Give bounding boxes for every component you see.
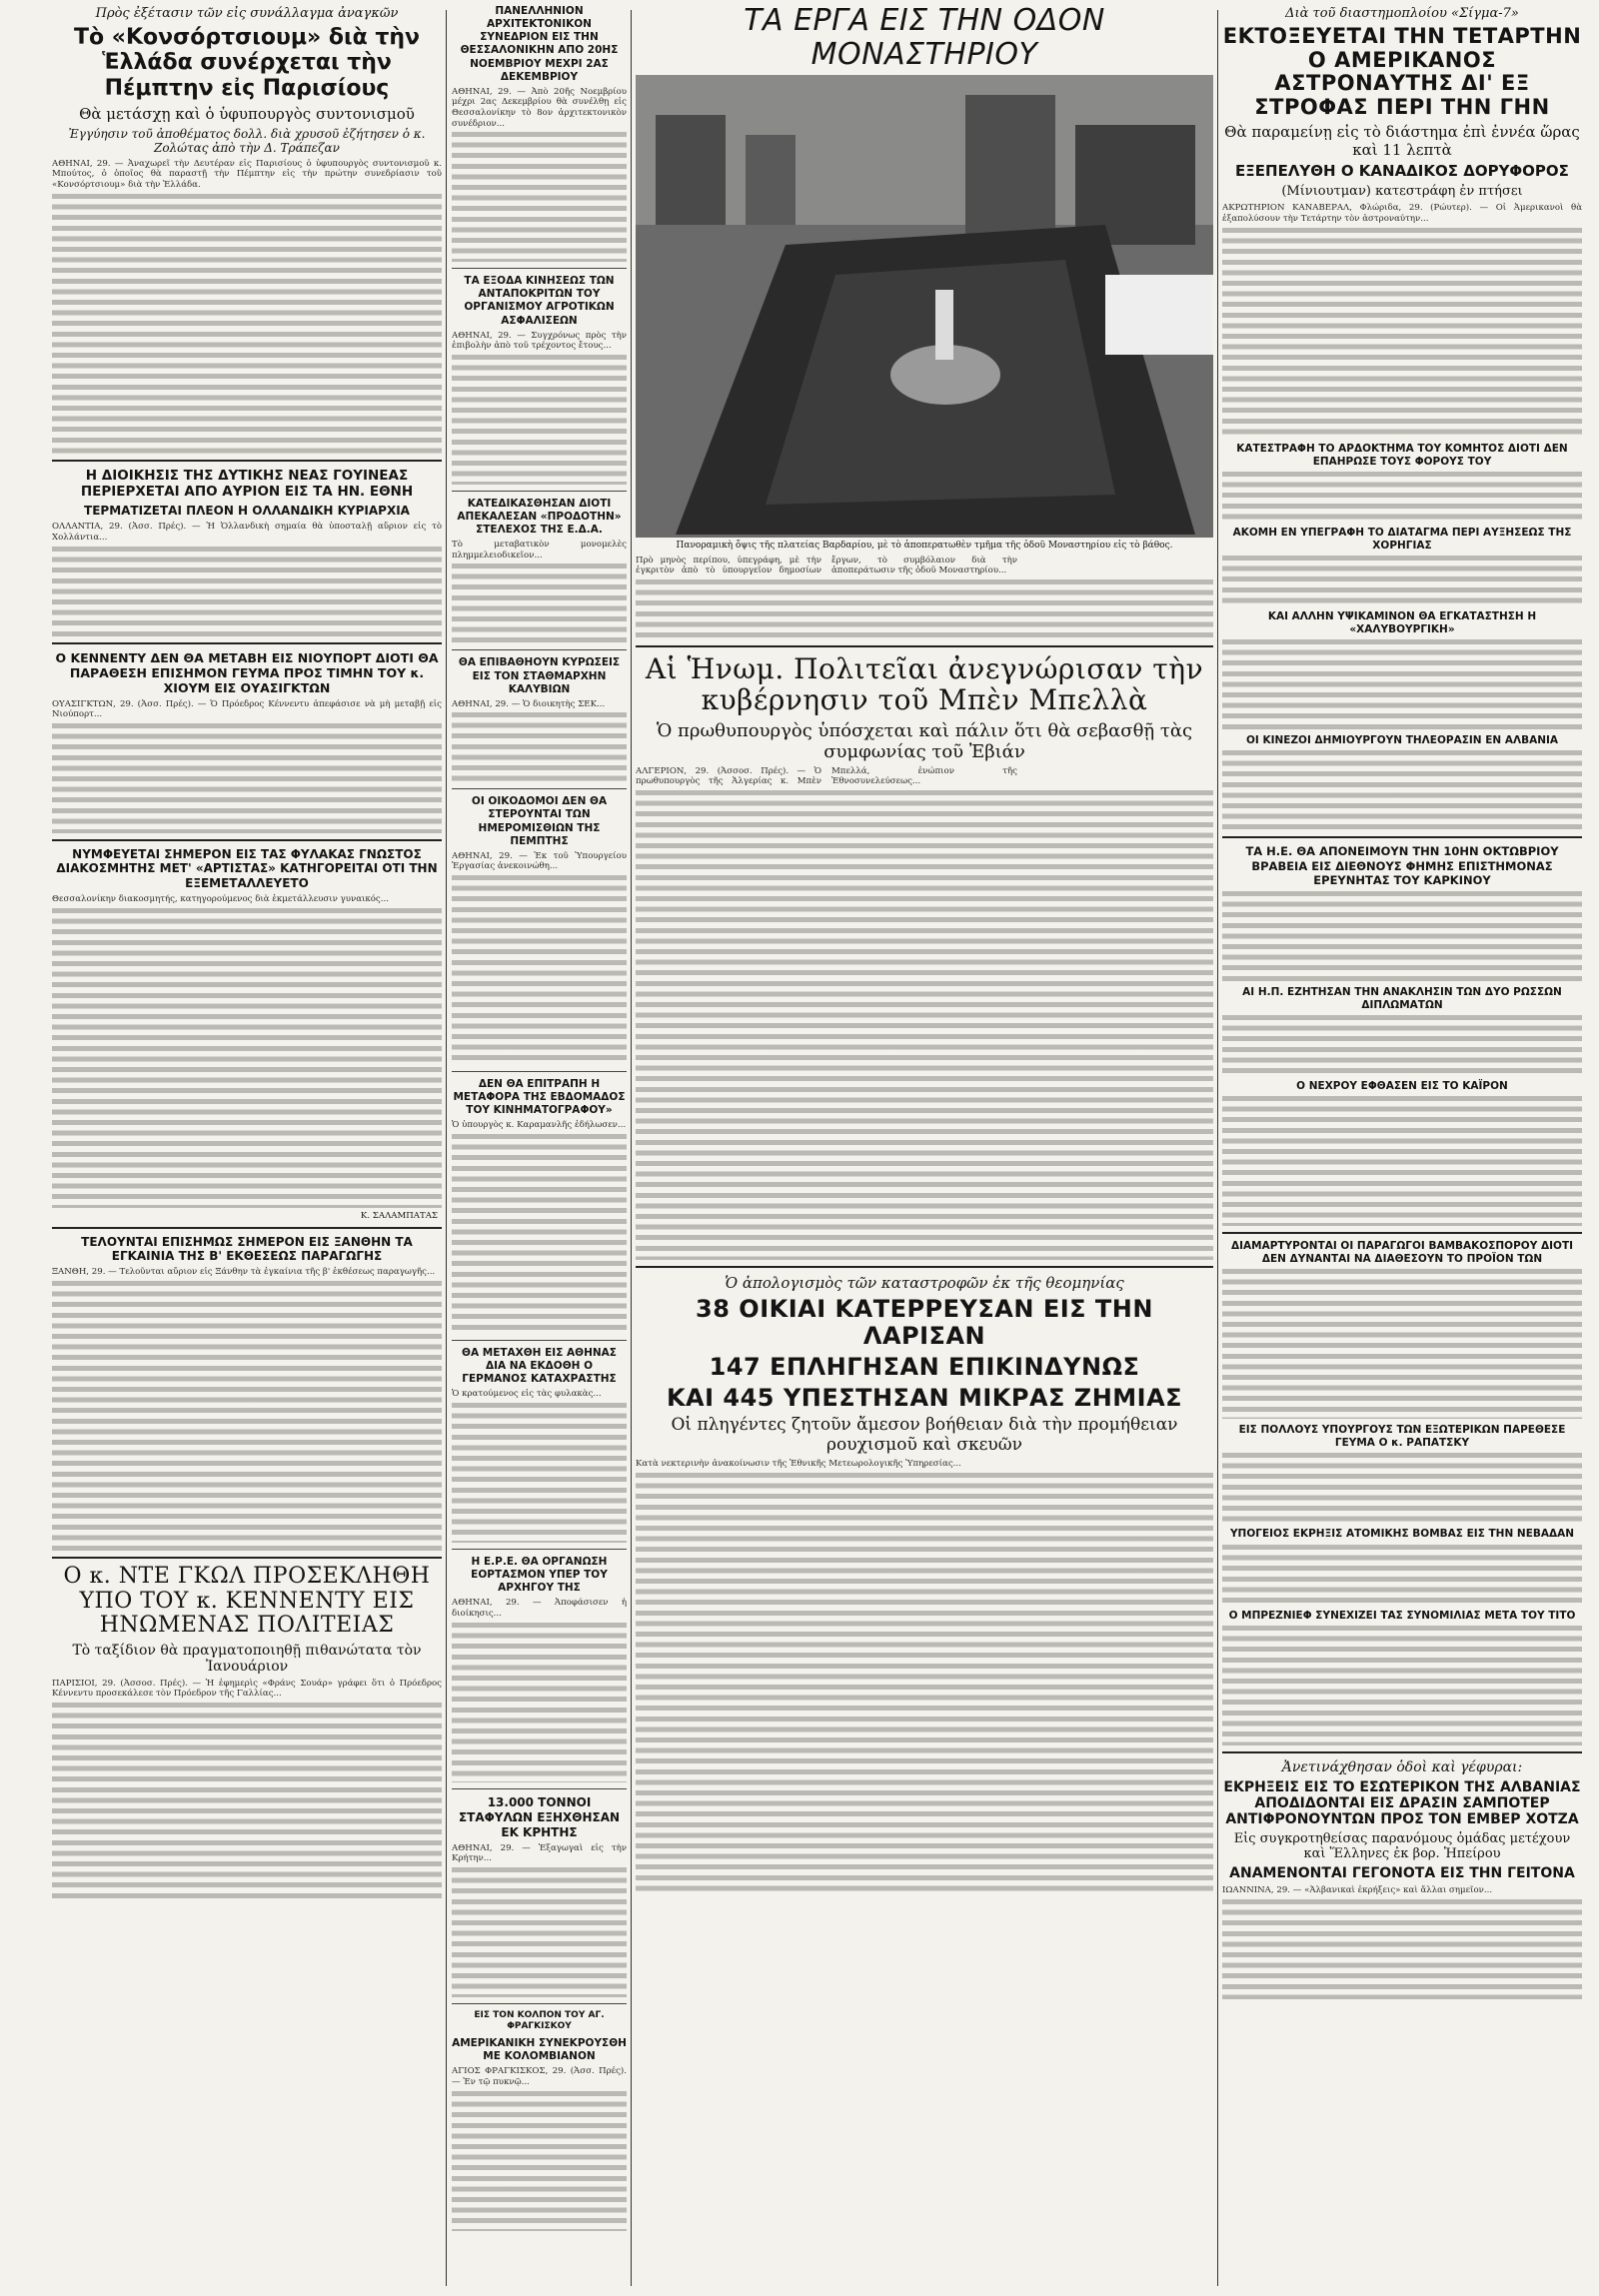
headline-rapatsky: ΕΙΣ ΠΟΛΛΟΥΣ ΥΠΟΥΡΓΟΥΣ ΤΩΝ ΕΞΩΤΕΡΙΚΩΝ ΠΑΡΕΘΕΣΕ ΓΕΥΜΑ Ο κ. ΡΑΠΑΤΣΚΥ bbox=[1238, 1424, 1566, 1450]
headline-neighbour: ΑΝΑΜΕΝΟΝΤΑΙ ΓΕΓΟΝΟΤΑ ΕΙΣ ΤΗΝ ΓΕΙΤΟΝΑ bbox=[1229, 1864, 1575, 1881]
headline-nevada: ΥΠΟΓΕΙΟΣ ΕΚΡΗΞΙΣ ΑΤΟΜΙΚΗΣ ΒΟΜΒΑΣ ΕΙΣ ΤΗΝ ΝΕΒΑΔΑΝ bbox=[1229, 1528, 1575, 1541]
article-lead: ΑΘΗΝΑΙ, 29. — Ὁ διοικητὴς ΣΕΚ... bbox=[452, 698, 606, 709]
headline-nehru: Ο ΝΕΧΡΟΥ ΕΦΘΑΣΕΝ ΕΙΣ ΤΟ ΚΑΪΡΟΝ bbox=[1296, 1079, 1508, 1092]
article-lead: Τὸ μεταβατικὸν μονομελὲς πλημμελειοδικεῖον... bbox=[452, 540, 627, 561]
article-lead: ΞΑΝΘΗ, 29. — Τελοῦνται αὔριον εἰς Ξάνθην τὰ ἐγκαίνια τῆς β' ἐκθέσεως παραγωγῆς... bbox=[52, 1267, 436, 1278]
headline-insurance: ΤΑ ΕΞΟΔΑ ΚΙΝΗΣΕΩΣ ΤΩΝ ΑΝΤΑΠΟΚΡΙΤΩΝ ΤΟΥ ΟΡΓΑΝΙΣΜΟΥ ΑΓΡΟΤΙΚΩΝ ΑΣΦΑΛΙΣΕΩΝ bbox=[464, 275, 615, 327]
headline-furnace: ΚΑΙ ΑΛΛΗΝ ΥΨΙΚΑΜΙΝΟΝ ΘΑ ΕΓΚΑΤΑΣΤΗΣΗ Η «ΧΑΛΥΒΟΥΡΓΙΚΗ» bbox=[1267, 610, 1537, 636]
article-text bbox=[1222, 1015, 1582, 1075]
article-text bbox=[452, 1623, 627, 1782]
subheadline: Θὰ μετάσχῃ καὶ ὁ ὑφυπουργὸς συντονισμοῦ bbox=[79, 104, 415, 123]
article-lead: ΑΚΡΩΤΗΡΙΟΝ ΚΑΝΑΒΕΡΑΛ, Φλώριδα, 29. (Ρώυτερ). — Οἱ Ἀμερικανοὶ θὰ ἐξαπολύσουν τὴν Τετάρτην τὸν ἀστροναύτην... bbox=[1222, 203, 1582, 224]
headline-consortium: Τὸ «Κονσόρτσιουμ» διὰ τὴν Ἑλλάδα συνέρχεται τὴν Πέμπτην εἰς Παρισίους bbox=[73, 25, 421, 101]
headline-count: ΚΑΤΕΣΤΡΑΦΗ ΤΟ ΑΡΔΟΚΤΗΜΑ ΤΟΥ ΚΟΜΗΤΟΣ ΔΙΟΤΙ ΔΕΝ ΕΠΑΗΡΩΣΕ ΤΟΥΣ ΦΟΡΟΥΣ ΤΟΥ bbox=[1236, 442, 1568, 468]
headline-builders: ΟΙ ΟΙΚΟΔΟΜΟΙ ΔΕΝ ΘΑ ΣΤΕΡΟΥΝΤΑΙ ΤΩΝ ΗΜΕΡΟΜΙΣΘΙΩΝ ΤΗΣ ΠΕΜΠΤΗΣ bbox=[471, 795, 608, 847]
article-text bbox=[52, 908, 442, 1208]
article-text bbox=[52, 723, 442, 833]
photo-illustration bbox=[636, 75, 1213, 538]
photo-plateia-vardariou bbox=[636, 75, 1213, 538]
article-text bbox=[1222, 1269, 1582, 1419]
headline-new-guinea: Η ΔΙΟΙΚΗΣΙΣ ΤΗΣ ΔΥΤΙΚΗΣ ΝΕΑΣ ΓΟΥΙΝΕΑΣ ΠΕΡΙΕΡΧΕΤΑΙ ΑΠΟ ΑΥΡΙΟΝ ΕΙΣ ΤΑ ΗΝ. ΕΘΝΗ bbox=[80, 467, 414, 500]
headline: ΕΙΣ ΤΟΝ ΚΟΛΠΟΝ ΤΟΥ ΑΓ. ΦΡΑΓΚΙΣΚΟΥ bbox=[474, 2009, 605, 2031]
article-lead: ΟΛΛΑΝΤΙΑ, 29. (Ἀσσ. Πρές). — Ἡ Ὁλλανδικὴ σημαία θὰ ὑποσταλῇ αὔριον εἰς τὸ Χολλάντια... bbox=[52, 522, 442, 544]
article-text bbox=[1222, 1626, 1582, 1745]
headline-kennedy: Ο ΚΕΝΝΕΝΤΥ ΔΕΝ ΘΑ ΜΕΤΑΒΗ ΕΙΣ ΝΙΟΥΠΟΡΤ ΔΙΟΤΙ ΘΑ ΠΑΡΑΘΕΣΗ ΕΠΙΣΗΜΟΝ ΓΕΥΜΑ ΠΡΟΣ ΤΙΜΗΝ ΤΟΥ κ. ΧΙΟΥΜ ΕΙΣ ΟΥΑΣΙΓΚΤΩΝ bbox=[55, 649, 439, 695]
article-lead: ΟΥΑΣΙΓΚΤΩΝ, 29. (Ἀσσ. Πρές). — Ὁ Πρόεδρος Κέννεντυ ἀπεφάσισε νὰ μὴ μεταβῇ εἰς Νιούπορτ... bbox=[52, 698, 442, 720]
subheadline: (Μίνιουτμαν) κατεστράφη ἐν πτήσει bbox=[1281, 184, 1523, 200]
article-text bbox=[452, 1134, 627, 1334]
article-lead: Ὁ κρατούμενος εἰς τὰς φυλακὰς... bbox=[452, 1389, 602, 1400]
article-text bbox=[52, 1281, 442, 1551]
article-lead: Ὁ ὑπουργὸς κ. Καραμανλῆς ἐδήλωσεν... bbox=[452, 1120, 627, 1131]
article-text bbox=[452, 564, 627, 643]
article-lead: ΙΩΑΝΝΙΝΑ, 29. — «Ἀλβανικαὶ ἐκρήξεις» καὶ ἄλλαι σημεῖον... bbox=[1222, 1885, 1493, 1895]
headline-diplomats: ΑΙ Η.Π. ΕΖΗΤΗΣΑΝ ΤΗΝ ΑΝΑΚΛΗΣΙΝ ΤΩΝ ΔΥΟ ΡΩΣΣΩΝ ΔΙΠΛΩΜΑΤΩΝ bbox=[1242, 985, 1562, 1011]
article-text bbox=[636, 579, 1213, 639]
headline-de-gaulle: Ο κ. ΝΤΕ ΓΚΩΛ ΠΡΟΣΕΚΛΗΘΗ ΥΠΟ ΤΟΥ κ. ΚΕΝΝΕΝΤΥ ΕΙΣ ΗΝΩΜΕΝΑΣ ΠΟΛΙΤΕΙΑΣ bbox=[63, 1563, 431, 1639]
article-text bbox=[1222, 750, 1582, 830]
article-text bbox=[1222, 891, 1582, 981]
kicker: Ἀνετινάχθησαν ὁδοὶ καὶ γέφυραι: bbox=[1281, 1758, 1523, 1775]
headline-station: ΘΑ ΕΠΙΒΑΘΗΟΥΝ ΚΥΡΩΣΕΙΣ ΕΙΣ ΤΟΝ ΣΤΑΘΜΑΡΧΗΝ ΚΑΛΥΒΙΩΝ bbox=[458, 656, 621, 695]
article-text bbox=[52, 194, 442, 454]
headline-xanthi: ΤΕΛΟΥΝΤΑΙ ΕΠΙΣΗΜΩΣ ΣΗΜΕΡΟΝ ΕΙΣ ΞΑΝΘΗΝ ΤΑ ΕΓΚΑΙΝΙΑ ΤΗΣ Β' ΕΚΘΕΣΕΩΣ ΠΑΡΑΓΩΓΗΣ bbox=[81, 1234, 413, 1263]
article-text bbox=[1222, 1096, 1582, 1226]
article-lead: ΑΘΗΝΑΙ, 29. — Συγχρόνως πρὸς τὴν ἐπιβολὴν ἀπὸ τοῦ τρέχοντος ἔτους... bbox=[452, 330, 627, 352]
photo-caption: Πανοραμικὴ ὄψις τῆς πλατείας Βαρδαρίου, μὲ τὸ ἀποπερατωθὲν τμῆμα τῆς ὁδοῦ Μοναστηρίου εἰς τὸ βάθος. bbox=[676, 541, 1173, 552]
article-lead: ΠΑΡΙΣΙΟΙ, 29. (Ἀσσοσ. Πρές). — Ἡ ἐφημερὶς «Φράνς Σουάρ» γράφει ὅτι ὁ Πρόεδρος Κέννεντυ προσεκάλεσε τὸν Πρόεδρον τῆς Γαλλίας... bbox=[52, 1678, 442, 1700]
column-1 bbox=[52, 0, 442, 2296]
subheadline: Ἐγγύησιν τοῦ ἀποθέματος δολλ. διὰ χρυσοῦ ἐζήτησεν ὁ κ. Ζολώτας ἀπὸ τὴν Δ. Τράπεζαν bbox=[68, 126, 426, 155]
headline: ΚΑΙ 445 ΥΠΕΣΤΗΣΑΝ ΜΙΚΡΑΣ ΖΗΜΙΑΣ bbox=[666, 1383, 1183, 1412]
headline-cotton: ΔΙΑΜΑΡΤΥΡΟΝΤΑΙ ΟΙ ΠΑΡΑΓΩΓΟΙ ΒΑΜΒΑΚΟΣΠΟΡΟΥ ΔΙΟΤΙ ΔΕΝ ΔΥΝΑΝΤΑΙ ΝΑ ΔΙΑΘΕΣΟΥΝ ΤΟ ΠΡΟΪΟΝ ΤΩΝ bbox=[1230, 1239, 1574, 1265]
headline-wedding: ΝΥΜΦΕΥΕΤΑΙ ΣΗΜΕΡΟΝ ΕΙΣ ΤΑΣ ΦΥΛΑΚΑΣ ΓΝΩΣΤΟΣ ΔΙΑΚΟΣΜΗΤΗΣ ΜΕΤ' «ΑΡΤΙΣΤΑΣ» ΚΑΤΗΓΟΡΕΙΤΑΙ ΟΤΙ ΤΗΝ ΕΞΕΜΕΤΑΛΛΕΥΕΤΟ bbox=[56, 846, 438, 890]
headline-cinema: ΔΕΝ ΘΑ ΕΠΙΤΡΑΠΗ Η ΜΕΤΑΦΟΡΑ ΤΗΣ ΕΒΔΟΜΑΔΟΣ ΤΟΥ ΚΙΝΗΜΑΤΟΓΡΑΦΟΥ» bbox=[453, 1078, 626, 1117]
article-text bbox=[452, 2091, 627, 2231]
subheadline: Θὰ παραμείνῃ εἰς τὸ διάστημα ἐπὶ ἐννέα ὥρας καὶ 11 λεπτὰ bbox=[1224, 123, 1580, 160]
headline-ere: Η Ε.Ρ.Ε. ΘΑ ΟΡΓΑΝΩΣΗ ΕΟΡΤΑΣΜΟΝ ΥΠΕΡ ΤΟΥ ΑΡΧΗΓΟΥ ΤΗΣ bbox=[471, 1555, 608, 1595]
column-4 bbox=[1222, 0, 1582, 2296]
article-lead: ΑΘΗΝΑΙ, 29. — Ἐξαγωγαὶ εἰς τὴν Κρήτην... bbox=[452, 1842, 627, 1864]
headline: 147 ΕΠΛΗΓΗΣΑΝ ΕΠΙΚΙΝΔΥΝΩΣ bbox=[709, 1352, 1140, 1381]
article-text bbox=[1222, 639, 1582, 729]
article-lead: ΑΓΙΟΣ ΦΡΑΓΚΙΣΚΟΣ, 29. (Ἀσσ. Πρές). — Ἐν τῷ πυκνῷ... bbox=[452, 2066, 627, 2088]
column-3 bbox=[636, 0, 1213, 2296]
article-text bbox=[1222, 228, 1582, 438]
headline-astronaut: ΕΚΤΟΞΕΥΕΤΑΙ ΤΗΝ ΤΕΤΑΡΤΗΝ Ο ΑΜΕΡΙΚΑΝΟΣ ΑΣΤΡΟΝΑΥΤΗΣ ΔΙ' ΕΞ ΣΤΡΟΦΑΣ ΠΕΡΙ ΤΗΝ ΓΗΝ bbox=[1222, 24, 1582, 119]
column-2 bbox=[452, 0, 627, 2296]
article-text bbox=[1222, 1545, 1582, 1605]
article-lead: Θεσσαλονίκην διακοσμητής, κατηγορούμενος διὰ ἐκμετάλλευσιν γυναικός... bbox=[52, 893, 389, 904]
headline-larisa: 38 ΟΙΚΙΑΙ ΚΑΤΕΡΡΕΥΣΑΝ ΕΙΣ ΤΗΝ ΛΑΡΙΣΑΝ bbox=[696, 1294, 1153, 1350]
article-lead: ΑΘΗΝΑΙ, 29. — Ἀποφάσισεν ἡ διοίκησις... bbox=[452, 1598, 627, 1619]
article-text bbox=[452, 875, 627, 1065]
article-lead: ΑΘΗΝΑΙ, 29. — Ἀναχωρεῖ τὴν Δευτέραν εἰς Παρισίους ὁ ὑφυπουργὸς συντονισμοῦ κ. Μπούτος, ὁ ὁποῖος θὰ παραστῇ τὴν Πέμπτην εἰς τὴν πρώτην συνεδρίασιν τοῦ «Κονσόρτσιουμ» διὰ τὴν Ἑλλάδα. bbox=[52, 158, 442, 191]
article-text bbox=[452, 712, 627, 782]
headline-ben-bella: Αἱ Ἡνωμ. Πολιτεῖαι ἀνεγνώρισαν τὴν κυβέρνησιν τοῦ Μπὲν Μπελλὰ bbox=[645, 652, 1204, 717]
article-lead: ΑΘΗΝΑΙ, 29. — Ἀπὸ 20ῆς Νοεμβρίου μέχρι 2ας Δεκεμβρίου θὰ συνέλθῃ εἰς Θεσσαλονίκην τὸ 8ον ἀρχιτεκτονικὸν συνέδριον... bbox=[452, 86, 627, 129]
headline-convicted: ΚΑΤΕΔΙΚΑΣΘΗΣΑΝ ΔΙΟΤΙ ΑΠΕΚΑΛΕΣΑΝ «ΠΡΟΔΟΤΗΝ» ΣΤΕΛΕΧΟΣ ΤΗΣ Ε.Δ.Α. bbox=[457, 497, 622, 537]
headline-cancer-prize: ΤΑ Η.Ε. ΘΑ ΑΠΟΝΕΙΜΟΥΝ ΤΗΝ 10ΗΝ ΟΚΤΩΒΡΙΟΥ ΒΡΑΒΕΙΑ ΕΙΣ ΔΙΕΘΝΟΥΣ ΦΗΜΗΣ ΕΠΙΣΤΗΜΟΝΑΣ ΕΡΕΥΝΗΤΑΣ ΤΟΥ ΚΑΡΚΙΝΟΥ bbox=[1245, 844, 1559, 888]
article-text bbox=[452, 1403, 627, 1543]
headline-grapes: 13.000 ΤΟΝΝΟΙ ΣΤΑΦΥΛΩΝ ΕΞΗΧΘΗΣΑΝ ΕΚ ΚΡΗΤΗΣ bbox=[458, 1794, 621, 1839]
article-text bbox=[1222, 1453, 1582, 1523]
subheadline: Ὁ πρωθυπουργὸς ὑπόσχεται καὶ πάλιν ὅτι θὰ σεβασθῇ τὰς συμφωνίας τοῦ Ἐβιάν bbox=[656, 719, 1193, 762]
article-text bbox=[1222, 472, 1582, 522]
subheadline: Τὸ ταξίδιον θὰ πραγματοποιηθῇ πιθανώτατα τὸν Ἰανουάριον bbox=[72, 1642, 422, 1675]
headline-brezhnev: Ο ΜΠΡΕΖΝΙΕΦ ΣΥΝΕΧΙΖΕΙ ΤΑΣ ΣΥΝΟΜΙΛΙΑΣ ΜΕΤΑ ΤΟΥ ΤΙΤΟ bbox=[1228, 1609, 1576, 1622]
subheadline: Οἱ πληγέντες ζητοῦν ἄμεσον βοήθειαν διὰ τὴν προμήθειαν ρουχισμοῦ καὶ σκευῶν bbox=[671, 1415, 1178, 1456]
article-text bbox=[636, 1473, 1213, 1892]
signature: Κ. ΣΑΛΑΜΠΑΤΑΣ bbox=[360, 1210, 438, 1221]
article-text bbox=[452, 1867, 627, 1997]
article-text bbox=[636, 790, 1213, 1260]
article-text bbox=[1222, 1899, 1582, 1999]
headline-german: ΘΑ ΜΕΤΑΧΘΗ ΕΙΣ ΑΘΗΝΑΣ ΔΙΑ ΝΑ ΕΚΔΟΘΗ Ο ΓΕΡΜΑΝΟΣ ΚΑΤΑΧΡΑΣΤΗΣ bbox=[462, 1347, 617, 1386]
article-lead: ΑΘΗΝΑΙ, 29. — Ἐκ τοῦ Ὑπουργείου Ἐργασίας ἀνεκοινώθη... bbox=[452, 850, 627, 872]
article-text bbox=[1222, 556, 1582, 605]
kicker: Διὰ τοῦ διαστημοπλοίου «Σίγμα-7» bbox=[1285, 6, 1519, 21]
article-text bbox=[452, 355, 627, 485]
headline-albania-tv: ΟΙ ΚΙΝΕΖΟΙ ΔΗΜΙΟΥΡΓΟΥΝ ΤΗΛΕΟΡΑΣΙΝ ΕΝ ΑΛΒΑΝΙΑ bbox=[1245, 734, 1559, 747]
headline-decree: ΑΚΟΜΗ ΕΝ ΥΠΕΓΡΑΦΗ ΤΟ ΔΙΑΤΑΓΜΑ ΠΕΡΙ ΑΥΞΗΣΕΩΣ ΤΗΣ ΧΟΡΗΓΙΑΣ bbox=[1232, 526, 1572, 552]
kicker: Πρὸς ἐξέτασιν τῶν εἰς συνάλλαγμα ἀναγκῶν bbox=[95, 6, 399, 21]
article-lead: Κατὰ νεκτερινὴν ἀνακοίνωσιν τῆς Ἐθνικῆς Μετεωρολογικῆς Ὑπηρεσίας... bbox=[636, 1459, 961, 1470]
article-lead: ΑΛΓΕΡΙΟΝ, 29. (Ἀσσοσ. Πρές). — Ὁ πρωθυπουργὸς τῆς Ἀλγερίας κ. Μπὲν Μπελλά, ἐνώπιον τῆς Ἐθνοσυνελεύσεως... bbox=[636, 765, 1017, 787]
headline-albania-explosions: ΕΚΡΗΞΕΙΣ ΕΙΣ ΤΟ ΕΣΩΤΕΡΙΚΟΝ ΤΗΣ ΑΛΒΑΝΙΑΣ ΑΠΟΔΙΔΟΝΤΑΙ ΕΙΣ ΔΡΑΣΙΝ ΣΑΜΠΟΤΕΡ ΑΝΤΙΦΡΟΝΟΥΝΤΩΝ ΠΡΟΣ ΤΟΝ ΕΜΒΕΡ ΧΟΤΖΑ bbox=[1223, 1778, 1581, 1827]
article-lead: Πρὸ μηνὸς περίπου, ὑπεγράφη, μὲ τὴν ἐγκριτὸν ἀπὸ τὸ ὑπουργεῖον δημοσίων ἔργων, τὸ συμβόλαιον διὰ τὴν ἀποπεράτωσιν τῆς ὁδοῦ Μοναστηρίου... bbox=[636, 555, 1017, 576]
article-text bbox=[52, 547, 442, 636]
kicker: Ὁ ἀπολογισμὸς τῶν καταστροφῶν ἐκ τῆς θεομηνίας bbox=[725, 1273, 1124, 1292]
headline: ΤΕΡΜΑΤΙΖΕΤΑΙ ΠΛΕΟΝ Η ΟΛΛΑΝΔΙΚΗ ΚΥΡΙΑΡΧΙΑ bbox=[84, 504, 410, 519]
article-text bbox=[52, 1703, 442, 1902]
headline-monastiriou: ΤΑ ΕΡΓΑ ΕΙΣ ΤΗΝ ΟΔΟΝ ΜΟΝΑΣΤΗΡΙΟΥ bbox=[744, 3, 1105, 72]
article-text bbox=[452, 132, 627, 262]
headline-satellite: ΕΞΕΠΕΛΥΘΗ Ο ΚΑΝΑΔΙΚΟΣ ΔΟΡΥΦΟΡΟΣ bbox=[1235, 162, 1569, 181]
headline-collision: ΑΜΕΡΙΚΑΝΙΚΗ ΣΥΝΕΚΡΟΥΣΘΗ ΜΕ ΚΟΛΟΜΒΙΑΝΟΝ bbox=[452, 2037, 627, 2063]
subheadline: Εἰς συγκροτηθείσας παρανόμους ὁμάδας μετέχουν καὶ Ἕλληνες ἐκ βορ. Ἠπείρου bbox=[1233, 1830, 1571, 1861]
headline-architecture: ΠΑΝΕΛΛΗΝΙΟΝ ΑΡΧΙΤΕΚΤΟΝΙΚΟΝ ΣΥΝΕΔΡΙΟΝ ΕΙΣ ΤΗΝ ΘΕΣΣΑΛΟΝΙΚΗΝ ΑΠΟ 20ΗΣ ΝΟΕΜΒΡΙΟΥ ΜΕΧΡΙ 2ΑΣ ΔΕΚΕΜΒΡΙΟΥ bbox=[460, 5, 619, 83]
